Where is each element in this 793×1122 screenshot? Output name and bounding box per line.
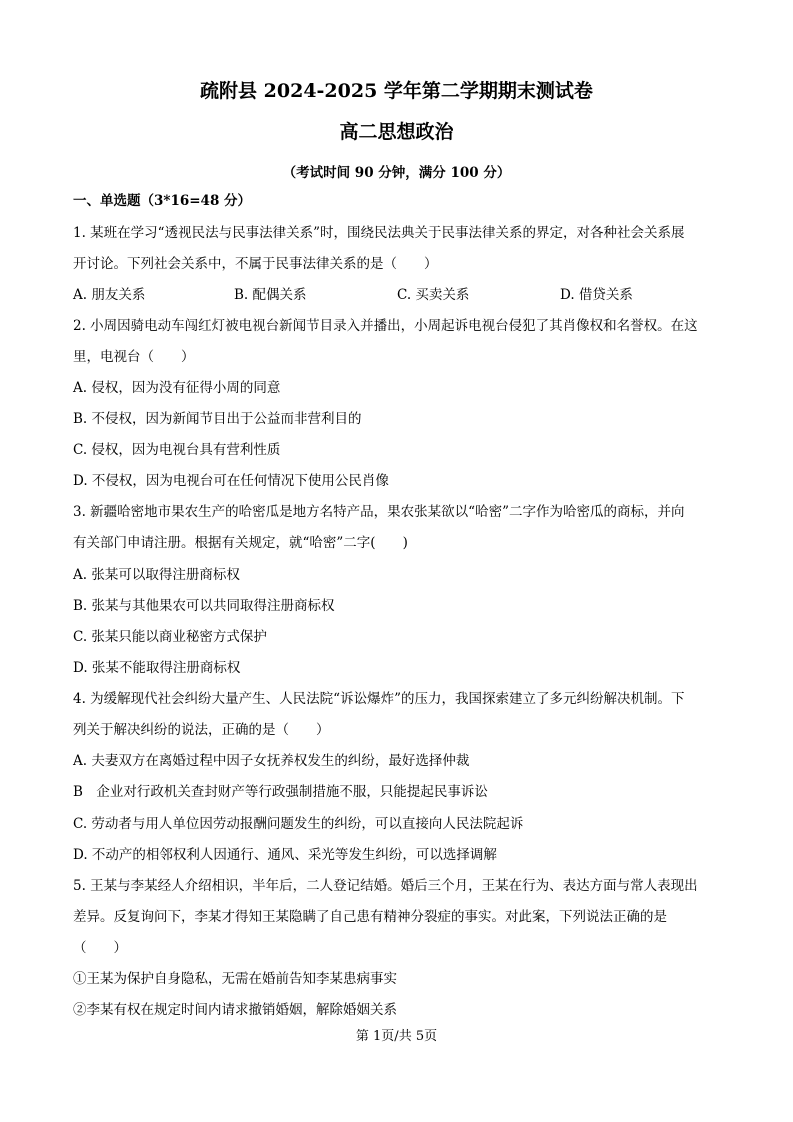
question-3-option-b: B. 张某与其他果农可以共同取得注册商标权 [73, 598, 335, 614]
exam-info: （考试时间 90 分钟，满分 100 分） [282, 165, 511, 181]
question-5-stem-line-1: 5. 王某与李某经人介绍相识，半年后，二人登记结婚。婚后三个月，王某在行为、表达方面与常人表现出 [73, 878, 698, 894]
question-5-stem-line-2: 差异。反复询问下，李某才得知王某隐瞒了自己患有精神分裂症的事实。对此案，下列说法正确的是 [73, 909, 667, 925]
question-2-option-d: D. 不侵权，因为电视台可在任何情况下使用公民肖像 [73, 473, 389, 489]
question-4-option-d: D. 不动产的相邻权利人因通行、通风、采光等发生纠纷，可以选择调解 [73, 847, 497, 863]
exam-title: 疏附县 2024-2025 学年第二学期期末测试卷 [200, 80, 593, 102]
question-4-option-a: A. 夫妻双方在离婚过程中因子女抚养权发生的纠纷，最好选择仲裁 [73, 753, 470, 769]
question-1-option-d: D. 借贷关系 [560, 287, 633, 303]
question-2-stem-line-2: 里，电视台（ ） [73, 349, 195, 365]
question-2-stem-line-1: 2. 小周因骑电动车闯红灯被电视台新闻节目录入并播出，小周起诉电视台侵犯了其肖像权和名誉权。在这 [73, 318, 698, 334]
question-2-option-c: C. 侵权，因为电视台具有营利性质 [73, 442, 281, 458]
question-3-stem-line-1: 3. 新疆哈密地市果农生产的哈密瓜是地方名特产品，果农张某欲以“哈密”二字作为哈密瓜的商标，并向 [73, 504, 685, 520]
question-4-stem-line-2: 列关于解决纠纷的说法，正确的是（ ） [73, 722, 330, 738]
question-3-option-c: C. 张某只能以商业秘密方式保护 [73, 629, 267, 645]
question-5-option-1: ①王某为保护自身隐私，无需在婚前告知李某患病事实 [73, 971, 397, 987]
question-4-option-c: C. 劳动者与用人单位因劳动报酬问题发生的纠纷，可以直接向人民法院起诉 [73, 816, 524, 832]
question-2-option-a: A. 侵权，因为没有征得小周的同意 [73, 380, 281, 396]
question-3-option-d: D. 张某不能取得注册商标权 [73, 660, 241, 676]
page-footer: 第 1页/共 5页 [355, 1029, 438, 1044]
subject-title: 高二思想政治 [339, 121, 454, 143]
question-1-option-a: A. 朋友关系 [73, 287, 146, 303]
question-1-option-c: C. 买卖关系 [397, 287, 470, 303]
question-4-stem-line-1: 4. 为缓解现代社会纠纷大量产生、人民法院“诉讼爆炸”的压力，我国探索建立了多元纠纷解决机制。下 [73, 691, 685, 707]
section-heading: 一、单选题（3*16=48 分） [73, 193, 252, 209]
question-3-stem-line-2: 有关部门申请注册。根据有关规定，就“哈密”二字( ) [73, 535, 408, 551]
question-4-option-b: B 企业对行政机关查封财产等行政强制措施不服，只能提起民事诉讼 [73, 784, 488, 800]
question-5-option-2: ②李某有权在规定时间内请求撤销婚姻，解除婚姻关系 [73, 1002, 397, 1018]
question-1-stem-line-2: 开讨论。下列社会关系中，不属于民事法律关系的是（ ） [73, 256, 438, 272]
question-1-option-b: B. 配偶关系 [234, 287, 307, 303]
question-3-option-a: A. 张某可以取得注册商标权 [73, 567, 240, 583]
question-5-stem-line-3: （ ） [73, 940, 127, 956]
question-1-stem-line-1: 1. 某班在学习“透视民法与民事法律关系”时，围绕民法典关于民事法律关系的界定，对各种社会关系展 [73, 225, 685, 241]
question-2-option-b: B. 不侵权，因为新闻节目出于公益而非营利目的 [73, 411, 362, 427]
